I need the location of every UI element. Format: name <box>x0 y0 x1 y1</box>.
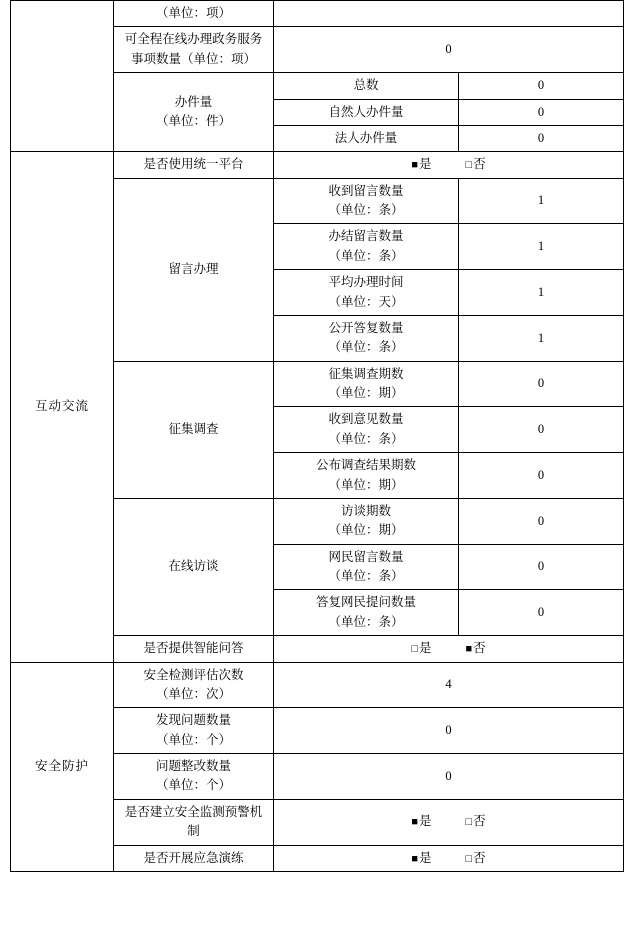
sub-item-line2: （单位：条） <box>328 248 404 263</box>
item-group-line1: 办件量 <box>174 94 213 109</box>
value-total: 0 <box>459 73 624 99</box>
sub-item-line2: （单位：天） <box>328 294 404 309</box>
sub-item-line1: 征集调查期数 <box>328 366 404 381</box>
sub-item-line2: （单位：条） <box>328 614 404 629</box>
sub-item-line2: （单位：条） <box>328 431 404 446</box>
item-value-early-warning-mechanism <box>274 799 624 845</box>
item-value-unified-platform <box>274 152 624 178</box>
item-name-unit-item: （单位：项） <box>114 1 274 27</box>
value-issues-fixed: 0 <box>274 754 624 800</box>
table-row <box>11 152 624 178</box>
item-name-line1: 发现问题数量 <box>155 713 231 728</box>
item-value-online-service-count: 0 <box>274 27 624 73</box>
sub-item-line2: （单位：条） <box>328 340 404 355</box>
item-group-survey: 征集调查 <box>114 361 274 498</box>
value-security-assessment-count: 4 <box>274 662 624 708</box>
category-cell-service <box>11 1 114 152</box>
sub-item-line1: 平均办理时间 <box>328 275 404 290</box>
sub-item-netizen-messages <box>274 544 459 590</box>
item-group-line2: （单位：件） <box>155 114 231 129</box>
item-name-online-service-count <box>114 27 274 73</box>
value-legal-person: 0 <box>459 125 624 151</box>
sub-item-line1: 网民留言数量 <box>328 549 404 564</box>
item-name-unified-platform: 是否使用统一平台 <box>114 152 274 178</box>
value-natural-person: 0 <box>459 99 624 125</box>
sub-item-published-results <box>274 453 459 499</box>
value-public-replies: 1 <box>459 315 624 361</box>
sub-item-netizen-replies <box>274 590 459 636</box>
item-name-issues-found <box>114 708 274 754</box>
value-published-results: 0 <box>459 453 624 499</box>
value-issues-found: 0 <box>274 708 624 754</box>
item-name-line2: 制 <box>187 824 200 839</box>
value-netizen-messages: 0 <box>459 544 624 590</box>
sub-item-line1: 收到留言数量 <box>328 183 404 198</box>
item-name-line2: 事项数量（单位：项） <box>130 51 256 66</box>
item-group-online-interview: 在线访谈 <box>114 498 274 635</box>
sub-item-line1: 办结留言数量 <box>328 229 404 244</box>
item-name-security-assessment-count <box>114 662 274 708</box>
value-messages-received: 1 <box>459 178 624 224</box>
sub-item-public-replies <box>274 315 459 361</box>
item-name-line1: 安全检测评估次数 <box>143 667 244 682</box>
value-interview-periods: 0 <box>459 498 624 544</box>
sub-item-messages-completed <box>274 224 459 270</box>
sub-item-total: 总数 <box>274 73 459 99</box>
item-value-smart-qa <box>274 636 624 662</box>
checkbox-no-early-warning[interactable]: □ 否 <box>466 812 486 831</box>
sub-item-line1: 公开答复数量 <box>328 320 404 335</box>
value-netizen-replies: 0 <box>459 590 624 636</box>
sub-item-line2: （单位：期） <box>328 477 404 492</box>
value-survey-periods: 0 <box>459 361 624 407</box>
sub-item-line2: （单位：期） <box>328 523 404 538</box>
sub-item-interview-periods <box>274 498 459 544</box>
sub-item-line2: （单位：条） <box>328 569 404 583</box>
value-messages-completed: 1 <box>459 224 624 270</box>
item-group-handled-volume <box>114 73 274 152</box>
sub-item-average-handling-time <box>274 270 459 316</box>
item-name-line2: （单位：次） <box>155 686 231 701</box>
sub-item-line2: （单位：条） <box>328 203 404 217</box>
checkbox-no-emergency-drill[interactable]: □ 否 <box>466 849 486 868</box>
category-cell-interaction: 互动交流 <box>11 152 114 662</box>
item-name-smart-qa: 是否提供智能问答 <box>114 636 274 662</box>
sub-item-line1: 公布调查结果期数 <box>315 458 416 473</box>
item-name-early-warning-mechanism <box>114 799 274 845</box>
item-group-message-handling: 留言办理 <box>114 178 274 361</box>
item-value-emergency-drill <box>274 845 624 871</box>
table-row <box>11 662 624 708</box>
item-name-line1: 问题整改数量 <box>155 759 231 773</box>
value-average-handling-time: 1 <box>459 270 624 316</box>
category-cell-security: 安全防护 <box>11 662 114 871</box>
sub-item-opinions-received <box>274 407 459 453</box>
item-name-emergency-drill: 是否开展应急演练 <box>114 845 274 871</box>
sub-item-line1: 答复网民提问数量 <box>315 595 416 610</box>
checkbox-no-smart-qa[interactable]: ■ 否 <box>466 639 486 658</box>
sub-item-messages-received <box>274 178 459 224</box>
checkbox-yes-early-warning[interactable]: ■ 是 <box>411 812 431 831</box>
value-opinions-received: 0 <box>459 407 624 453</box>
item-name-line1: 可全程在线办理政务服务 <box>124 32 263 47</box>
checkbox-yes-smart-qa[interactable]: □ 是 <box>411 639 431 658</box>
checkbox-no-unified-platform[interactable]: □ 否 <box>466 155 486 174</box>
sub-item-natural-person: 自然人办件量 <box>274 99 459 125</box>
item-value-empty <box>274 1 624 27</box>
annual-report-table <box>10 0 624 872</box>
item-name-issues-fixed <box>114 754 274 800</box>
sub-item-line1: 收到意见数量 <box>328 412 404 427</box>
table-row <box>11 1 624 27</box>
item-name-line2: （单位：个） <box>155 778 231 793</box>
item-name-line2: （单位：个） <box>155 732 231 747</box>
sub-item-survey-periods <box>274 361 459 407</box>
checkbox-yes-unified-platform[interactable]: ■ 是 <box>411 155 431 174</box>
sub-item-legal-person: 法人办件量 <box>274 125 459 151</box>
sub-item-line2: （单位：期） <box>328 386 404 400</box>
item-name-line1: 是否建立安全监测预警机 <box>124 804 263 819</box>
sub-item-line1: 访谈期数 <box>340 503 391 518</box>
checkbox-yes-emergency-drill[interactable]: ■ 是 <box>411 849 431 868</box>
